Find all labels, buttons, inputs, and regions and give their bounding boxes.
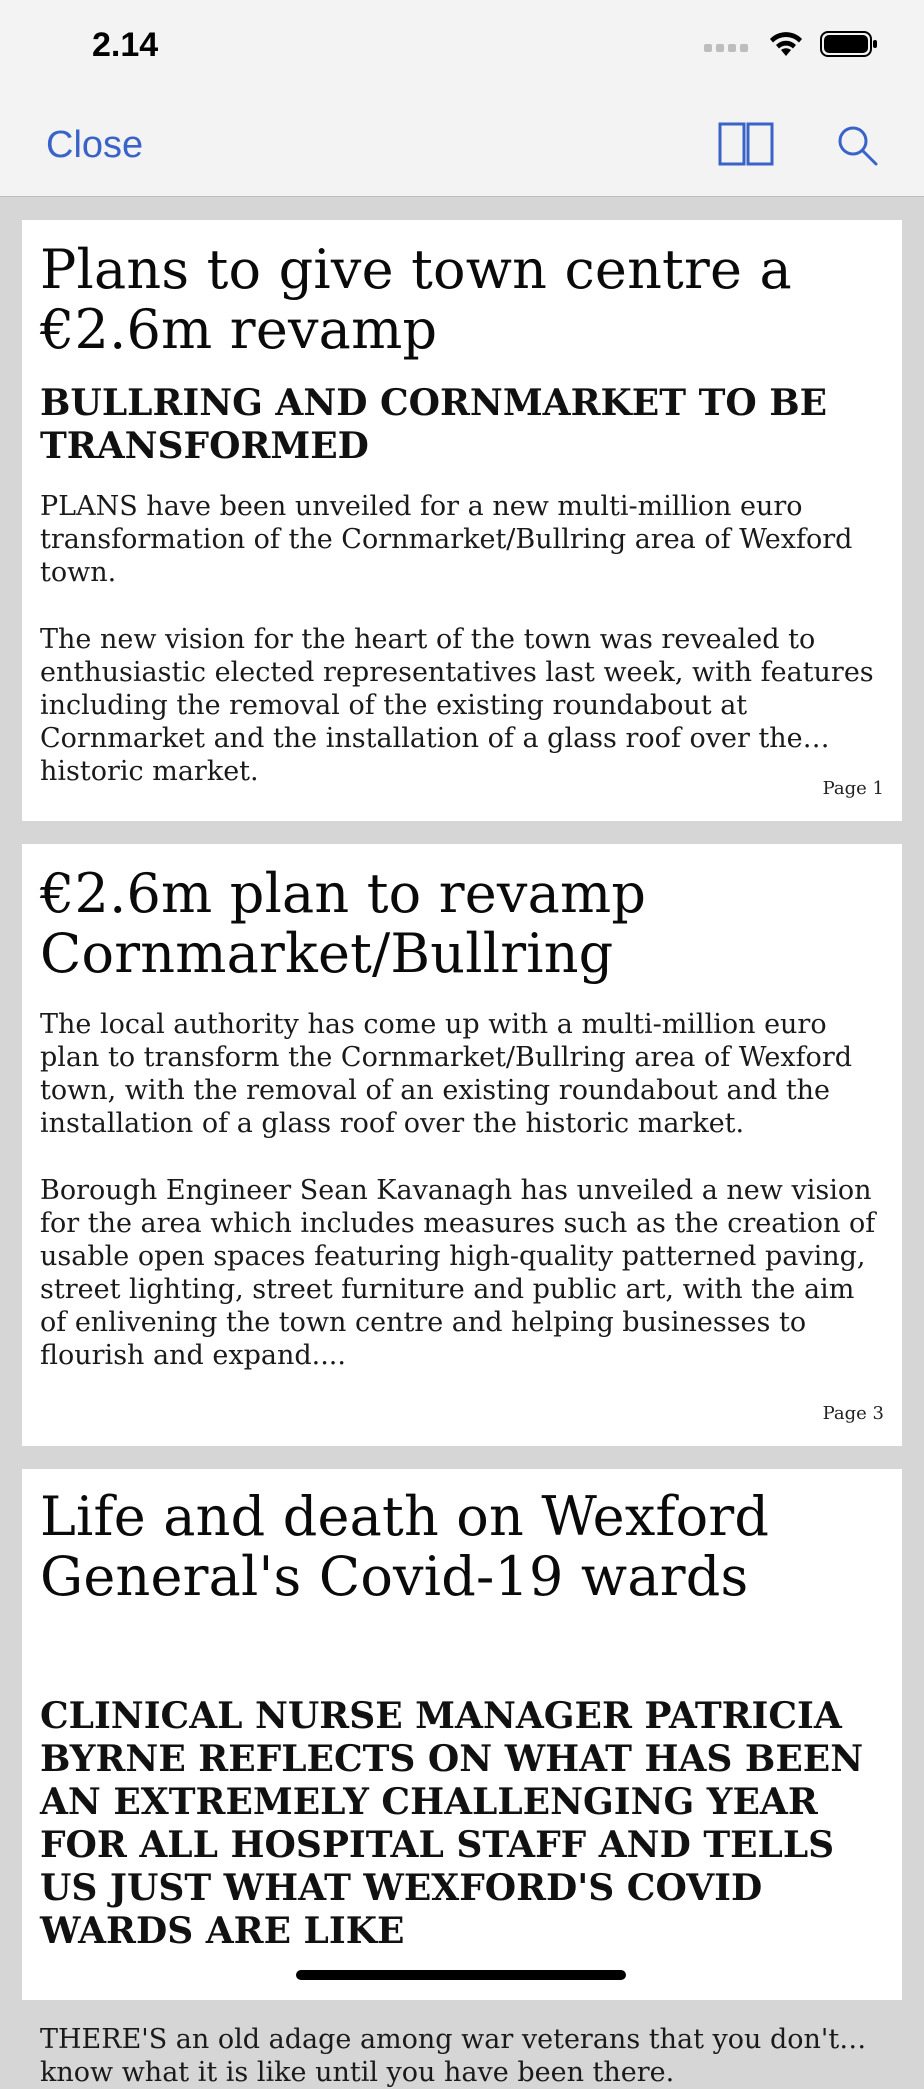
article-paragraph: PLANS have been unveiled for a new multi-million euro transformation of the Cornmarket/Bullring area of Wexford town. [40,491,853,588]
article-paragraph: The local authority has come up with a multi-million euro plan to transform the Cornmarket/Bullring area of Wexford town, with the removal of an existing roundabout and the installation of a glass roof over the historic market. [40,1009,853,1139]
article-paragraph: The new vision for the heart of the town was revealed to enthusiastic elected representatives last week, with features including the removal of the existing roundabout at Cornmarket and the installation of a glass roof over the historic market. [40,624,874,787]
status-icons [704,30,878,58]
page-number: Page 1 [822,778,884,799]
wifi-icon [768,30,804,58]
article-card[interactable] [22,844,902,1446]
status-time: 2.14 [92,26,159,64]
article-paragraph: THERE'S an old adage among war veterans that you don't know what it is like until you have been there. [40,2024,840,2088]
home-indicator[interactable] [296,1970,626,1980]
article-headline: Plans to give town centre a €2.6m revamp [40,238,792,361]
cellular-signal-icon [704,44,748,52]
two-columns-button[interactable] [718,122,774,170]
article-subhead: CLINICAL NURSE MANAGER PATRICIA BYRNE REFLECTS ON WHAT HAS BEEN AN EXTREMELY CHALLENGING YEAR FOR ALL HOSPITAL STAFF AND TELLS US JUST WHAT WEXFORD'S COVID WARDS ARE LIKE [40,1695,864,1952]
top-bar [0,0,924,197]
article-subhead: BULLRING AND CORNMARKET TO BE TRANSFORMED [40,382,828,467]
search-icon [836,124,880,168]
page-number: Page 3 [822,1403,884,1424]
article-card[interactable] [22,1469,902,2088]
battery-icon [820,30,878,58]
two-columns-icon [718,122,774,166]
article-headline: €2.6m plan to revamp Cornmarket/Bullring [40,862,647,985]
article-headline: Life and death on Wexford General's Covid-19 wards [40,1485,770,1608]
search-button[interactable] [836,124,880,172]
close-button[interactable]: Close [46,124,144,166]
article-card[interactable] [22,220,902,821]
article-paragraph: Borough Engineer Sean Kavanagh has unveiled a new vision for the area which includes measures such as the creation of usable open spaces featuring high-quality patterned paving, street lighting, street furniture and public art, with the aim of enlivening the town centre and helping businesses to flourish and expand.... [40,1175,876,1371]
